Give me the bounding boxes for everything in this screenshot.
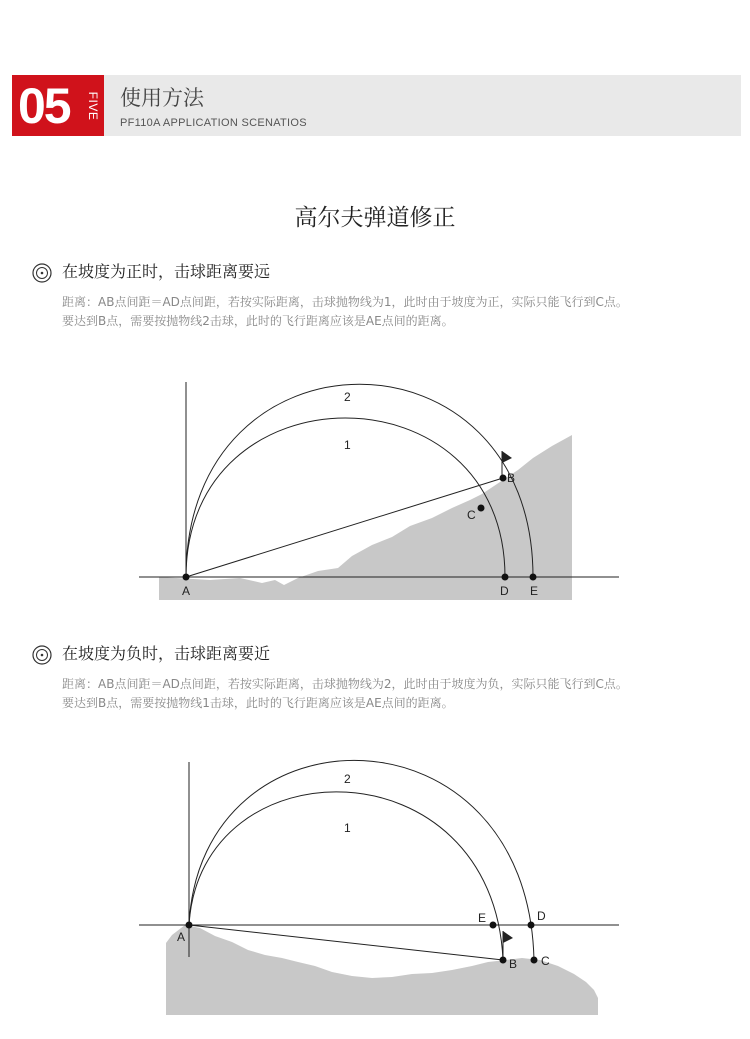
label-b: B <box>509 957 518 971</box>
point-e <box>490 922 497 929</box>
diagram-negative-slope <box>0 755 750 1020</box>
trajectory-arc-1 <box>189 792 503 960</box>
point-b <box>500 957 507 964</box>
circled-dot-icon <box>32 263 52 283</box>
terrain-slope-up <box>159 435 572 600</box>
point-c <box>478 505 485 512</box>
section-2-desc-line-1: 距离：AB点间距＝AD点间距，若按实际距离，击球抛物线为2，此时由于坡度为负，实际只能飞行到C点。 <box>62 677 628 691</box>
label-a: A <box>177 930 186 944</box>
label-e: E <box>478 911 487 925</box>
point-d <box>502 574 509 581</box>
section-number: 05 <box>18 78 70 134</box>
label-a: A <box>182 584 191 598</box>
point-a <box>186 922 193 929</box>
point-d <box>528 922 535 929</box>
flag-icon <box>502 451 512 463</box>
label-arc-2: 2 <box>344 772 351 786</box>
label-e: E <box>530 584 539 598</box>
label-c: C <box>467 508 476 522</box>
section-number-badge <box>12 75 104 136</box>
section-header <box>12 75 741 136</box>
section-title: 使用方法 <box>120 86 204 110</box>
point-e <box>530 574 537 581</box>
label-d: D <box>537 909 546 923</box>
label-arc-1: 1 <box>344 821 351 835</box>
point-b <box>500 475 507 482</box>
label-arc-1: 1 <box>344 438 351 452</box>
section-2-desc-line-2: 要达到B点，需要按抛物线1击球，此时的飞行距离应该是AE点间的距离。 <box>62 696 454 710</box>
diagram-positive-slope <box>0 370 750 610</box>
section-1-desc-line-2: 要达到B点，需要按抛物线2击球，此时的飞行距离应该是AE点间的距离。 <box>62 314 454 328</box>
label-b: B <box>507 471 516 485</box>
flag-icon <box>503 931 513 943</box>
point-c <box>531 957 538 964</box>
section-1-title: 在坡度为正时，击球距离要远 <box>62 262 271 281</box>
label-c: C <box>541 954 550 968</box>
section-subtitle: PF110A APPLICATION SCENATIOS <box>120 117 307 129</box>
section-number-word: FIVE <box>86 91 100 121</box>
label-arc-2: 2 <box>344 390 351 404</box>
trajectory-arc-2 <box>189 760 534 960</box>
section-2-title: 在坡度为负时，击球距离要近 <box>62 644 271 663</box>
section-1-desc-line-1: 距离：AB点间距＝AD点间距，若按实际距离，击球抛物线为1，此时由于坡度为正，实际只能飞行到C点。 <box>62 295 628 309</box>
circled-dot-icon <box>32 645 52 665</box>
label-d: D <box>500 584 509 598</box>
page-title: 高尔夫弹道修正 <box>294 205 456 231</box>
point-a <box>183 574 190 581</box>
